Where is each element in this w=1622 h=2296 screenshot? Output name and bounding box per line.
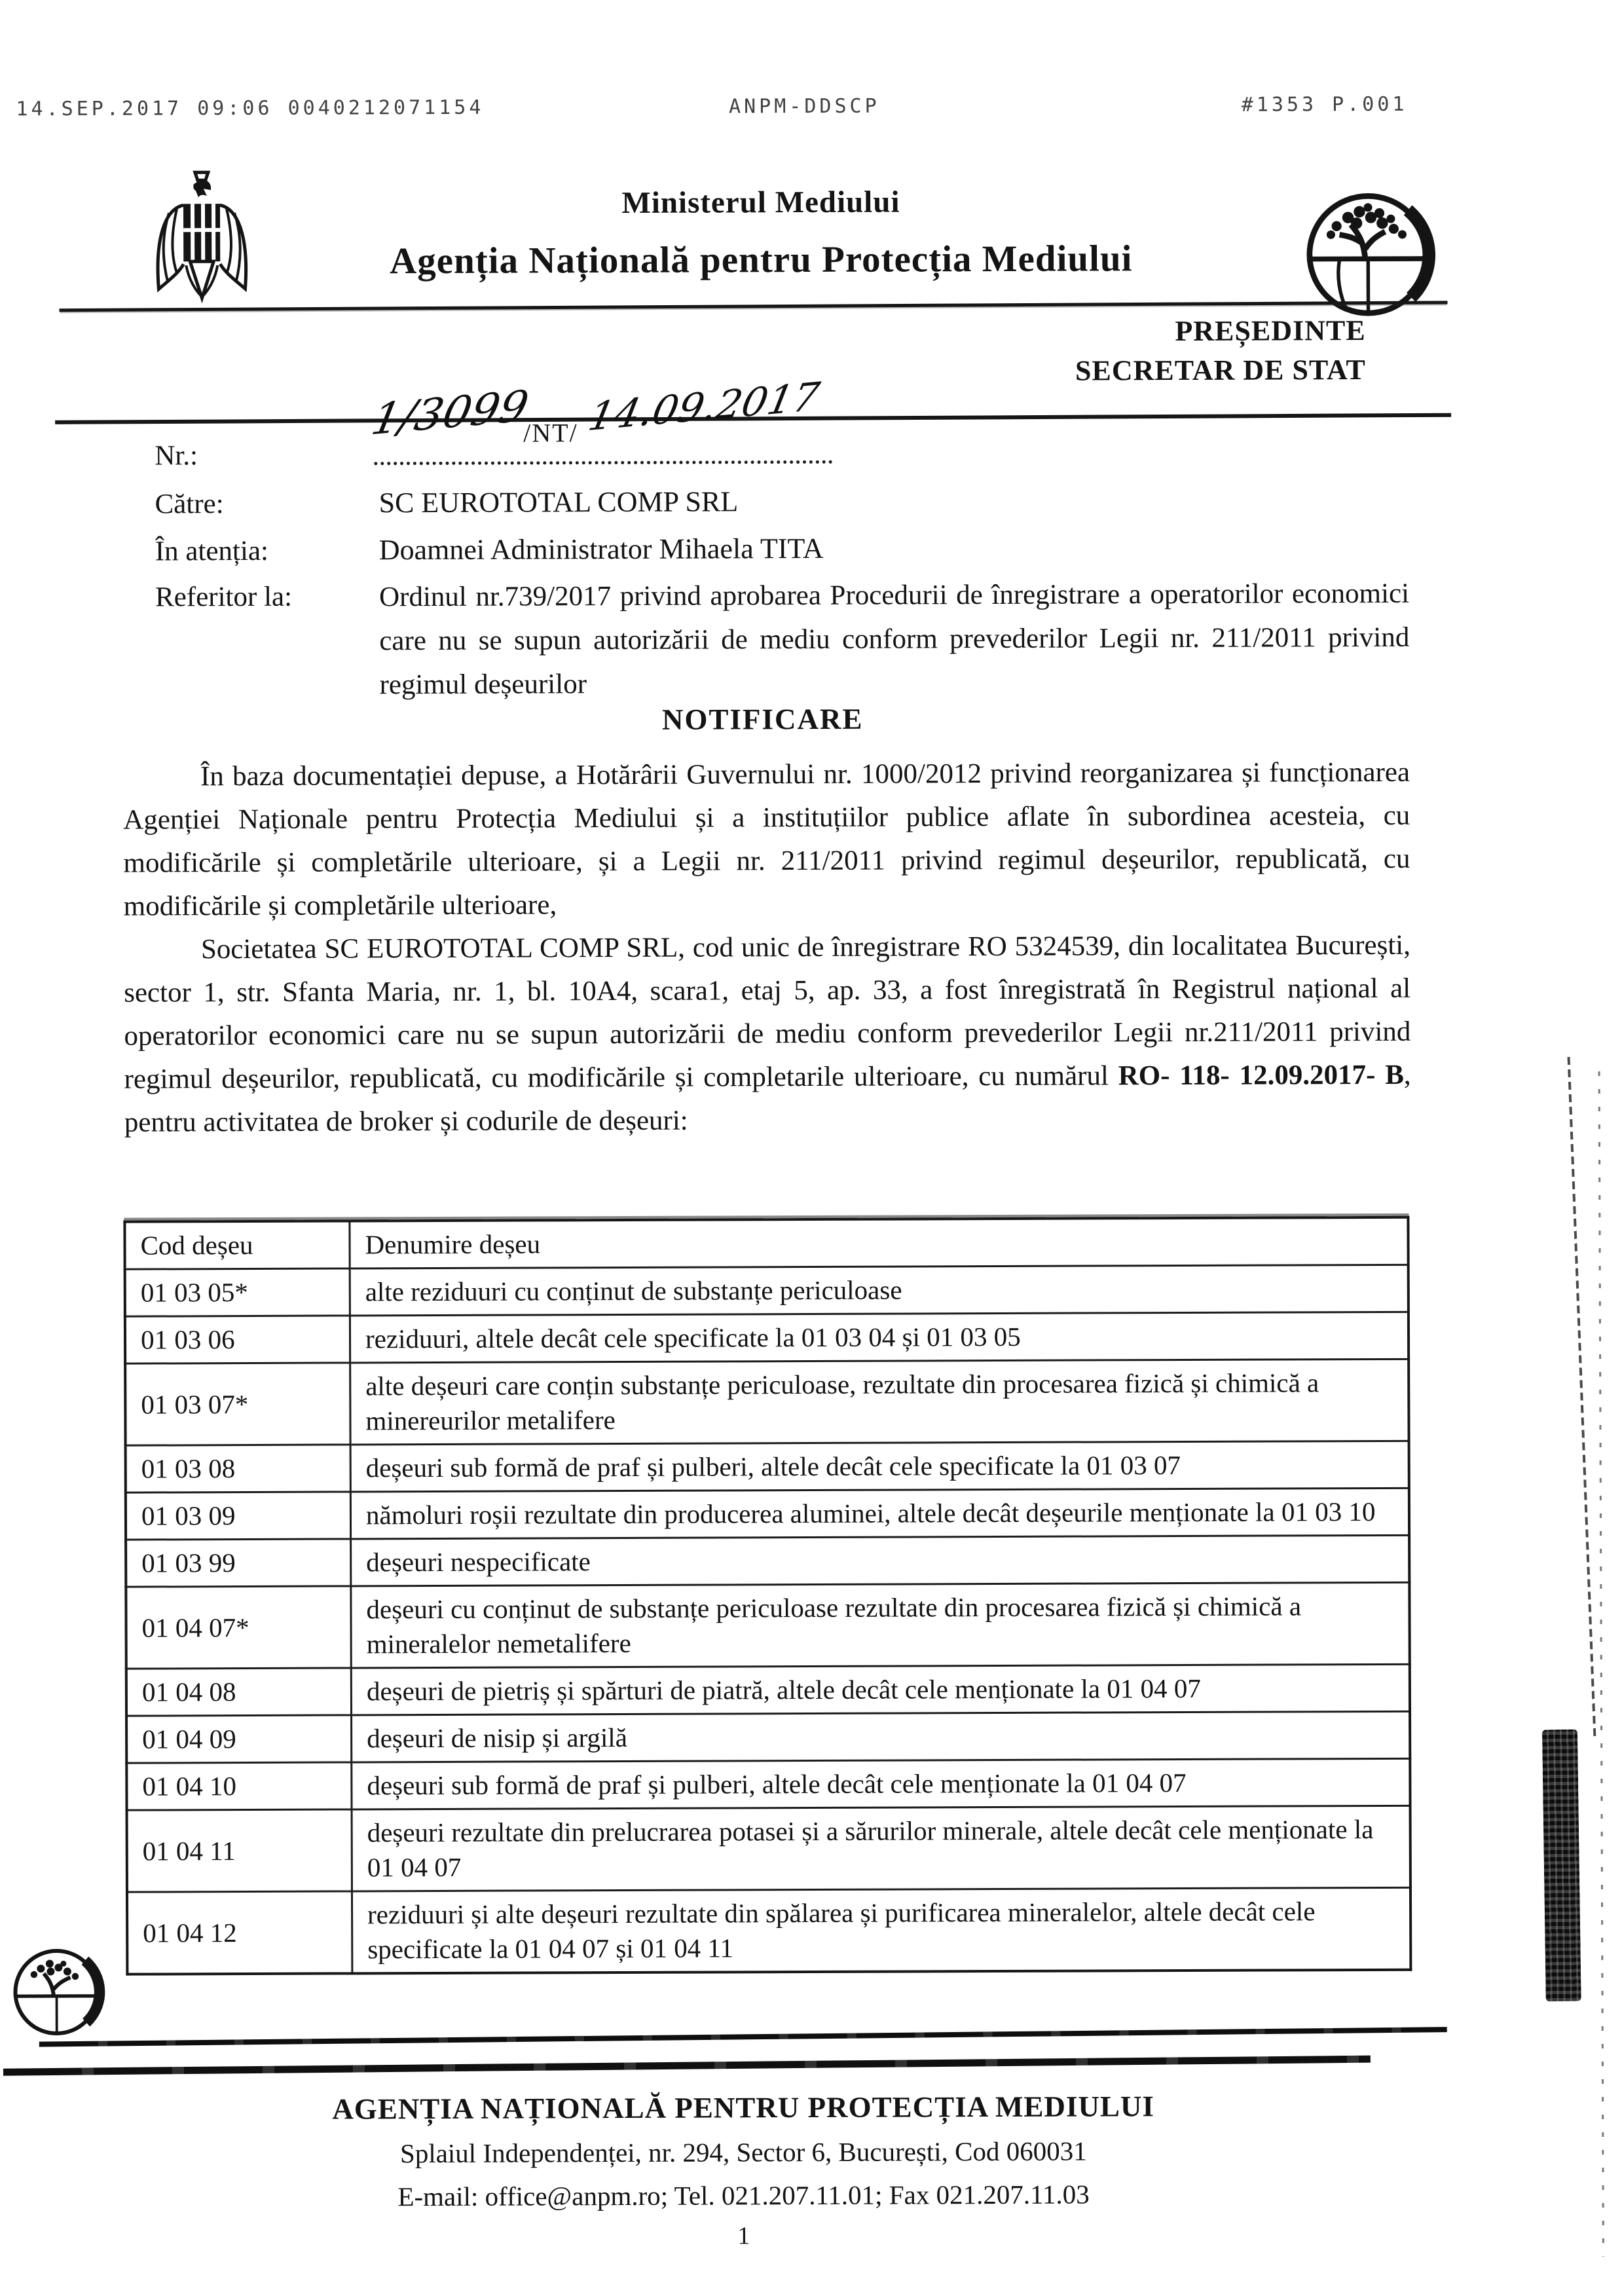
letterhead-divider-line: [60, 301, 1448, 312]
table-row: [126, 1535, 1409, 1587]
page-number: 1: [220, 2220, 1268, 2253]
table-row: [126, 1664, 1410, 1716]
fax-sender-id: ANPM-DDSCP: [729, 95, 880, 119]
table-header-row: [124, 1217, 1408, 1269]
table-row: [126, 1758, 1410, 1810]
typed-nt-separator: /NT/: [523, 417, 578, 448]
waste-code: 01 03 09: [126, 1492, 351, 1540]
coat-of-arms-eagle-icon: [149, 167, 255, 306]
officials-block: [1075, 311, 1366, 391]
waste-code: 01 04 11: [127, 1809, 352, 1892]
registration-number-bold: RO- 118- 12.09.2017- B: [1118, 1060, 1404, 1092]
table-row: [127, 1805, 1410, 1892]
footer-block: [219, 2089, 1268, 2253]
scan-artifact-streak: [1568, 1057, 1596, 1737]
waste-code: 01 03 99: [126, 1539, 351, 1587]
footer-address: Splaiul Independenței, nr. 294, Sector 6, București, Cod 060031: [219, 2135, 1267, 2170]
body-text: [123, 751, 1411, 1145]
waste-name: deșeuri de pietriș și spărturi de piatră, altele decât cele menționate la 01 04 07: [351, 1664, 1410, 1715]
table-row: [126, 1582, 1409, 1669]
waste-code: 01 04 08: [126, 1668, 352, 1716]
anpm-round-stamp-icon: [7, 1941, 107, 2040]
column-header-name: Denumire deșeu: [350, 1217, 1409, 1268]
waste-name: deșeuri nespecificate: [351, 1535, 1410, 1586]
waste-name: alte deșeuri care conțin substanțe periculoase, rezultate din procesarea fizică și chimică a minereurilor metalifere: [350, 1359, 1409, 1445]
registration-number-zone: [374, 390, 845, 471]
to-label: Către:: [155, 488, 223, 520]
scan-artifact-blob: [1542, 1730, 1581, 2002]
waste-name: deșeuri de nisip și argilă: [352, 1711, 1410, 1762]
waste-code: 01 03 07*: [125, 1363, 350, 1445]
fax-page-counter: #1353 P.001: [1242, 93, 1408, 117]
waste-code: 01 03 08: [126, 1445, 351, 1492]
waste-name: deșeuri cu conținut de substanțe periculoase rezultate din procesarea fizică și chimică a mineralelor nemetalifere: [351, 1582, 1410, 1668]
letterhead: [270, 183, 1253, 283]
table-row: [125, 1265, 1409, 1316]
table-row: [125, 1312, 1409, 1363]
waste-name: reziduuri, altele decât cele specificate la 01 03 04 și 01 03 05: [350, 1312, 1409, 1363]
waste-name: deșeuri rezultate din prelucrarea potasei și a sărurilor minerale, altele decât cele menționate la 01 04 07: [352, 1805, 1410, 1891]
waste-codes-table: [123, 1216, 1412, 1976]
paragraph-2-lead: Societatea SC EUROTOTAL COMP SRL, cod unic de înregistrare RO 5324539, din localitatea București, sector 1, str. Sfanta Maria, nr. 1, bl. 10A4, scara1, etaj 5, ap. 33, a fost înregistrată în Registrul național al operatorilor economici care nu se supun autorizării de mediu conform prevederilor Legii nr.211/2011 privind regimul deșeurilor, republicată, cu modificările și completarile ulterioare, cu numărul: [124, 930, 1410, 1095]
table-row: [126, 1711, 1410, 1763]
table-row: [127, 1887, 1410, 1974]
body-paragraph-2: [124, 924, 1411, 1145]
waste-name: deșeuri sub formă de praf și pulberi, altele decât cele specificate la 01 03 07: [350, 1441, 1409, 1492]
regarding-value: Ordinul nr.739/2017 privind aprobarea Procedurii de înregistrare a operatorilor economici care nu se supun autorizării de mediu conform prevederilor Legii nr. 211/2011 privind regimul deșeurilor: [379, 572, 1410, 707]
president-label: PREȘEDINTE: [1075, 311, 1366, 352]
attention-label: În atenția:: [155, 535, 268, 568]
dotted-fill-line: [374, 460, 832, 465]
agency-title: Agenția Națională pentru Protecția Mediului: [270, 237, 1252, 283]
waste-code: 01 04 09: [126, 1715, 352, 1763]
scan-artifact-line: [39, 2027, 1447, 2047]
waste-name: deșeuri sub formă de praf și pulberi, altele decât cele menționate la 01 04 07: [352, 1758, 1410, 1809]
scan-artifact-line: [3, 2056, 1371, 2076]
secretary-of-state-label: SECRETAR DE STAT: [1075, 350, 1366, 391]
waste-code: 01 04 07*: [126, 1586, 351, 1669]
paragraph-2-tail: , pentru activitatea de broker și codurile de deșeuri:: [124, 1060, 1411, 1138]
ministry-title: Ministerul Mediului: [270, 183, 1252, 222]
table-row: [125, 1359, 1409, 1445]
body-paragraph-1: În baza documentației depuse, a Hotărârii Guvernului nr. 1000/2012 privind reorganizarea și funcționarea Agenției Naționale pentru Protecția Mediului și a instituțiilor publice aflate în subordinea acesteia, cu modificările și completările ulterioare, și a Legii nr. 211/2011 privind regimul deșeurilor, republicată, cu modificările și completările ulterioare,: [123, 751, 1410, 929]
document-title: NOTIFICARE: [272, 701, 1254, 738]
column-header-code: Cod deșeu: [124, 1221, 350, 1269]
to-value: SC EUROTOTAL COMP SRL: [378, 485, 738, 519]
fax-transmission-header: [0, 92, 1619, 127]
footer-agency-name: AGENȚIA NAȚIONALĂ PENTRU PROTECȚIA MEDIULUI: [219, 2089, 1267, 2127]
table-row: [126, 1488, 1409, 1540]
waste-code: 01 04 10: [126, 1762, 352, 1810]
footer-contact: E-mail: office@anpm.ro; Tel. 021.207.11.01; Fax 021.207.11.03: [220, 2178, 1268, 2213]
waste-name: alte reziduuri cu conținut de substanțe periculoase: [350, 1265, 1409, 1316]
table-row: [126, 1441, 1409, 1492]
fax-date-and-number: 14.SEP.2017 09:06 0040212071154: [16, 96, 484, 120]
handwritten-date: 14.09.2017: [585, 374, 823, 440]
waste-code: 01 03 06: [125, 1316, 350, 1363]
regarding-label: Referitor la:: [155, 581, 292, 614]
waste-code: 01 04 12: [127, 1891, 352, 1974]
handwritten-registration-number: 1/3099: [367, 381, 532, 445]
nr-label: Nr.:: [155, 439, 198, 472]
scan-artifact-dotted-line: [1598, 1071, 1604, 2257]
waste-code: 01 03 05*: [125, 1268, 350, 1316]
waste-name: nămoluri roșii rezultate din producerea aluminei, altele decât deșeurile menționate la 01 03 10: [350, 1488, 1409, 1539]
attention-value: Doamnei Administrator Mihaela TITA: [379, 532, 824, 566]
waste-name: reziduuri și alte deșeuri rezultate din spălarea și purificarea mineralelor, altele decât cele specificate la 01 04 07 și 01 04 11: [352, 1887, 1410, 1973]
